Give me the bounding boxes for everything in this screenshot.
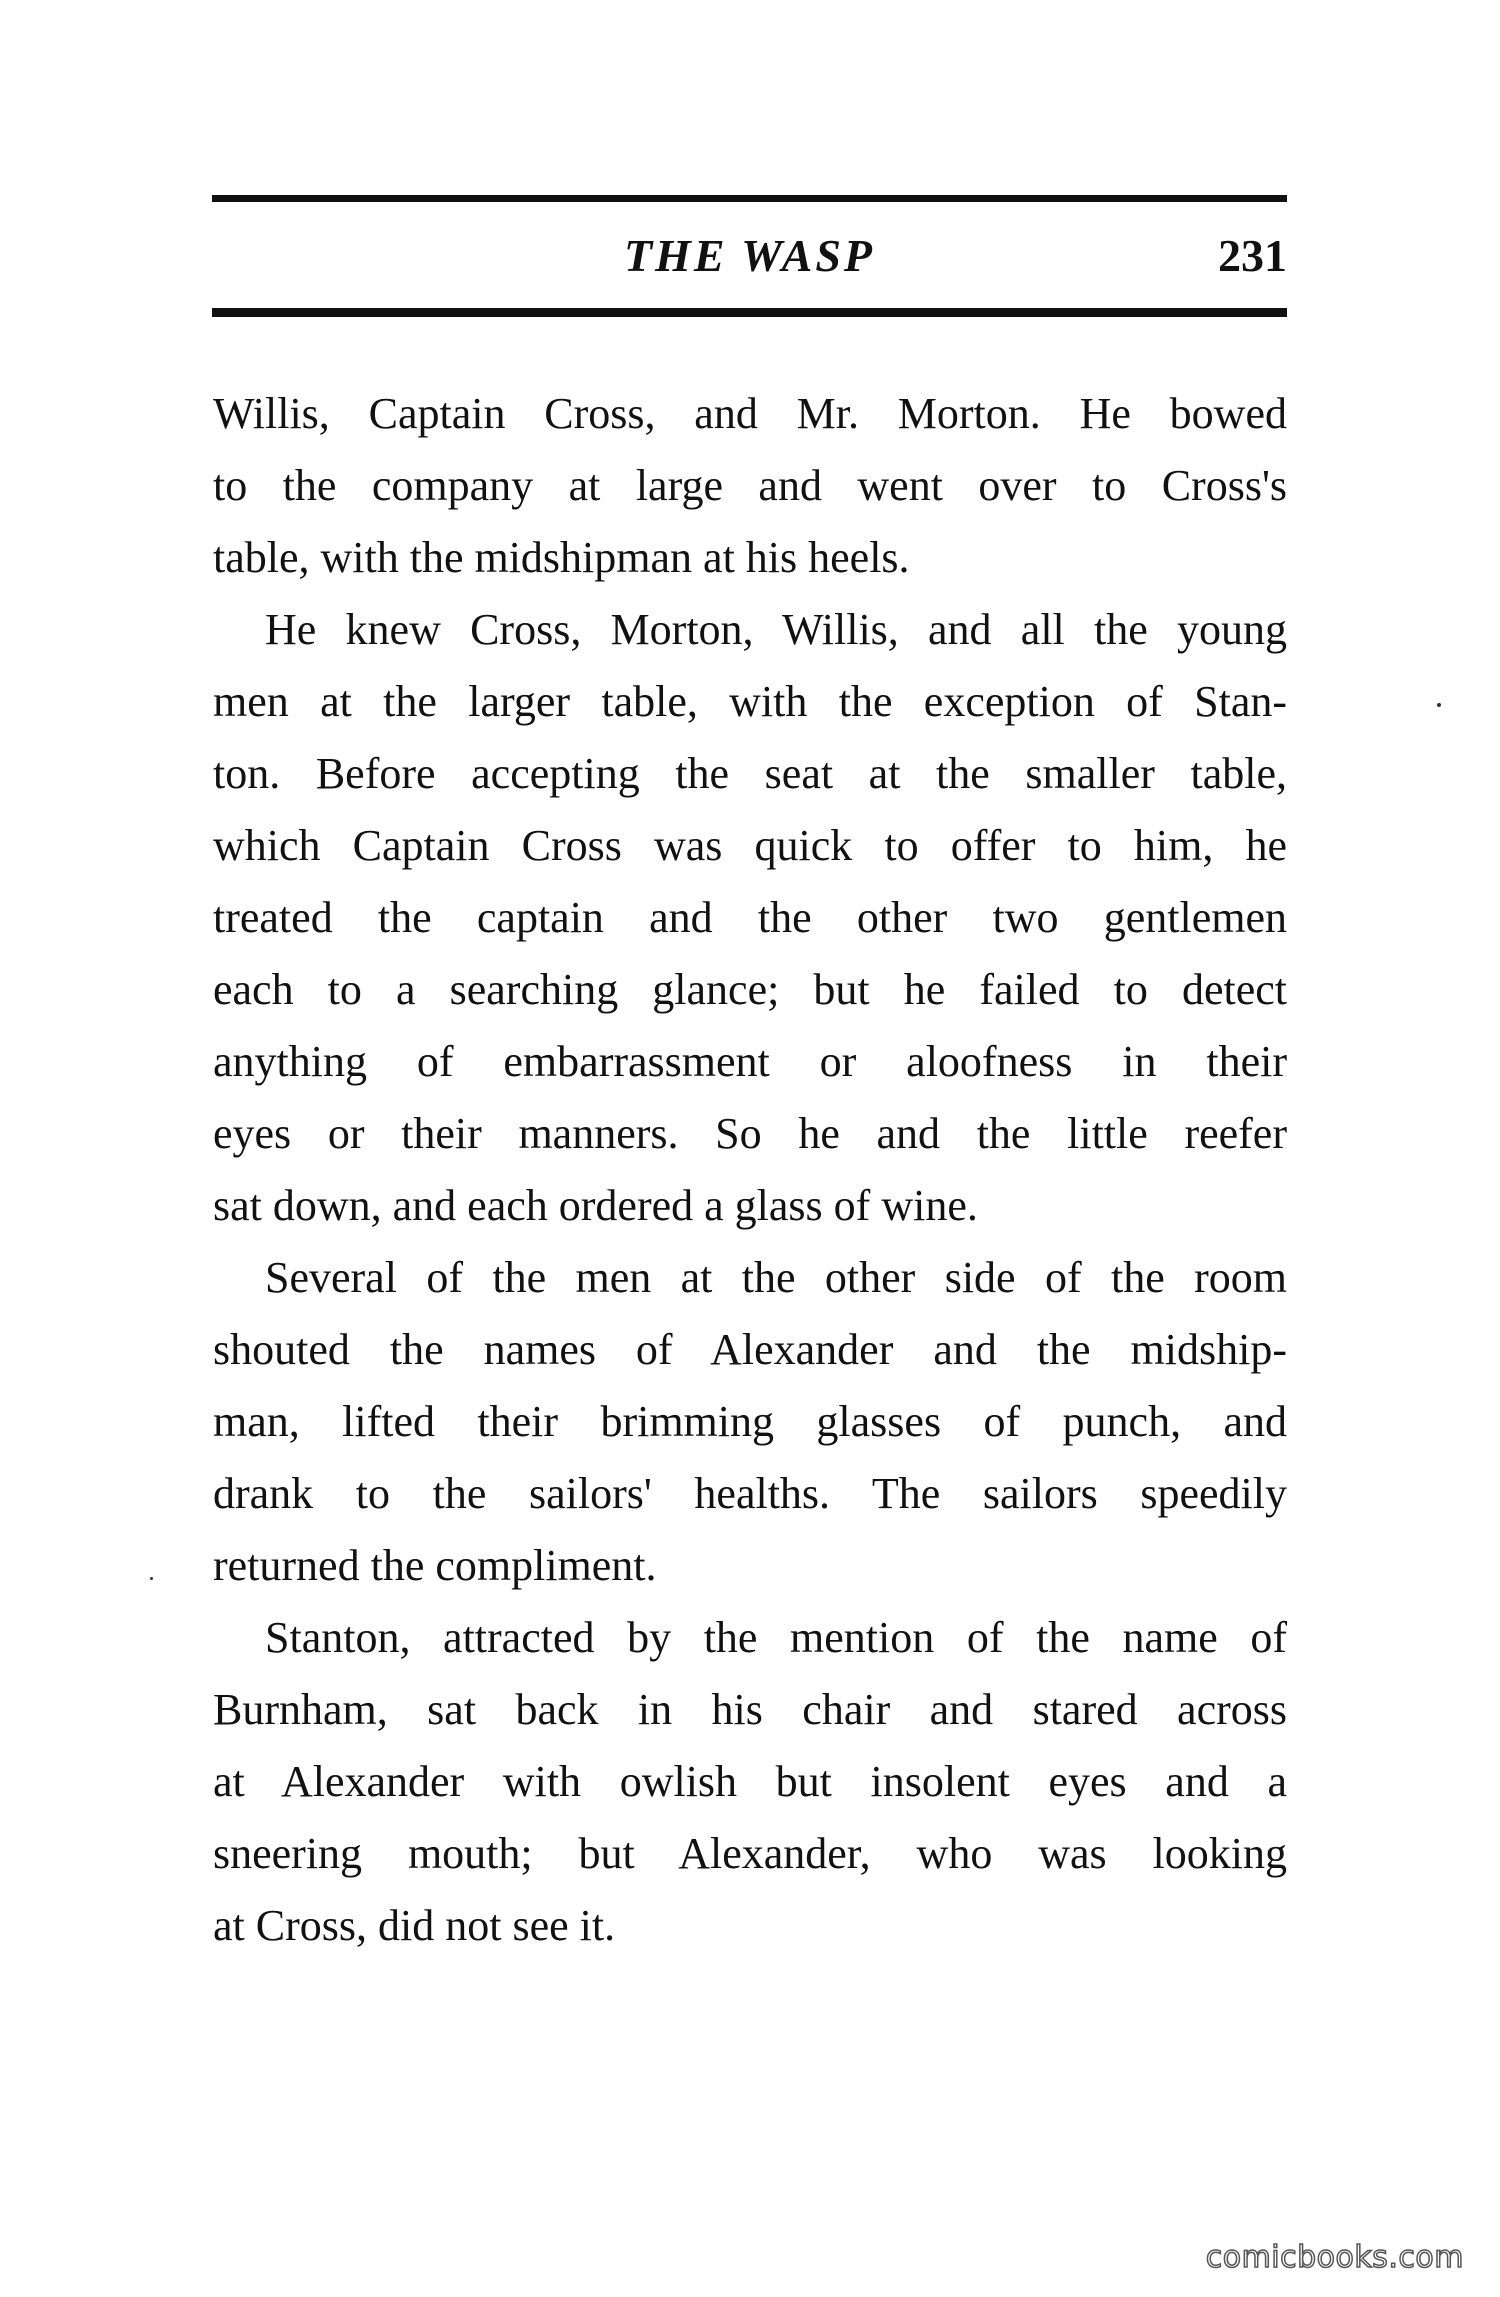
text-line: table, with the midshipman at his heels. [213,533,910,582]
scan-speck [150,1577,153,1580]
text-line: Several of the men at the other side of the room [265,1253,1287,1302]
text-line: returned the compliment. [213,1541,657,1590]
text-line: at Cross, did not see it. [213,1901,616,1950]
text-line: ton. Before accepting the seat at the smaller table, [213,749,1287,798]
text-line: sat down, and each ordered a glass of wine. [213,1181,978,1230]
text-line: sneering mouth; but Alexander, who was looking [213,1829,1287,1878]
text-line: Stanton, attracted by the mention of the name of [265,1613,1287,1662]
text-line: man, lifted their brimming glasses of punch, and [213,1397,1287,1446]
text-line: men at the larger table, with the exception of Stan- [213,677,1287,726]
text-line: eyes or their manners. So he and the little reefer [213,1109,1287,1158]
text-line: treated the captain and the other two gentlemen [213,893,1287,942]
text-line: He knew Cross, Morton, Willis, and all the young [265,605,1287,654]
text-line: which Captain Cross was quick to offer to him, he [213,821,1287,870]
page-number: 231 [1218,230,1287,281]
paragraph [213,1602,1287,1962]
text-line: at Alexander with owlish but insolent eyes and a [213,1757,1287,1806]
header-rule-bottom [212,308,1287,317]
text-line: shouted the names of Alexander and the midship- [213,1325,1287,1374]
running-title: THE WASP [623,230,876,281]
paragraph [213,1242,1287,1602]
body-text [213,378,1287,1962]
paragraph [213,594,1287,1242]
text-line: each to a searching glance; but he failed to detect [213,965,1287,1014]
text-line: Burnham, sat back in his chair and stared across [213,1685,1287,1734]
text-line: to the company at large and went over to Cross's [213,461,1287,510]
watermark: comicbooks.com [1205,2240,1464,2275]
header-rule-top [212,195,1287,202]
paragraph [213,378,1287,594]
scan-speck [1437,703,1441,707]
text-line: Willis, Captain Cross, and Mr. Morton. He bowed [213,389,1287,438]
text-line: anything of embarrassment or aloofness in their [213,1037,1287,1086]
text-line: drank to the sailors' healths. The sailors speedily [213,1469,1287,1518]
